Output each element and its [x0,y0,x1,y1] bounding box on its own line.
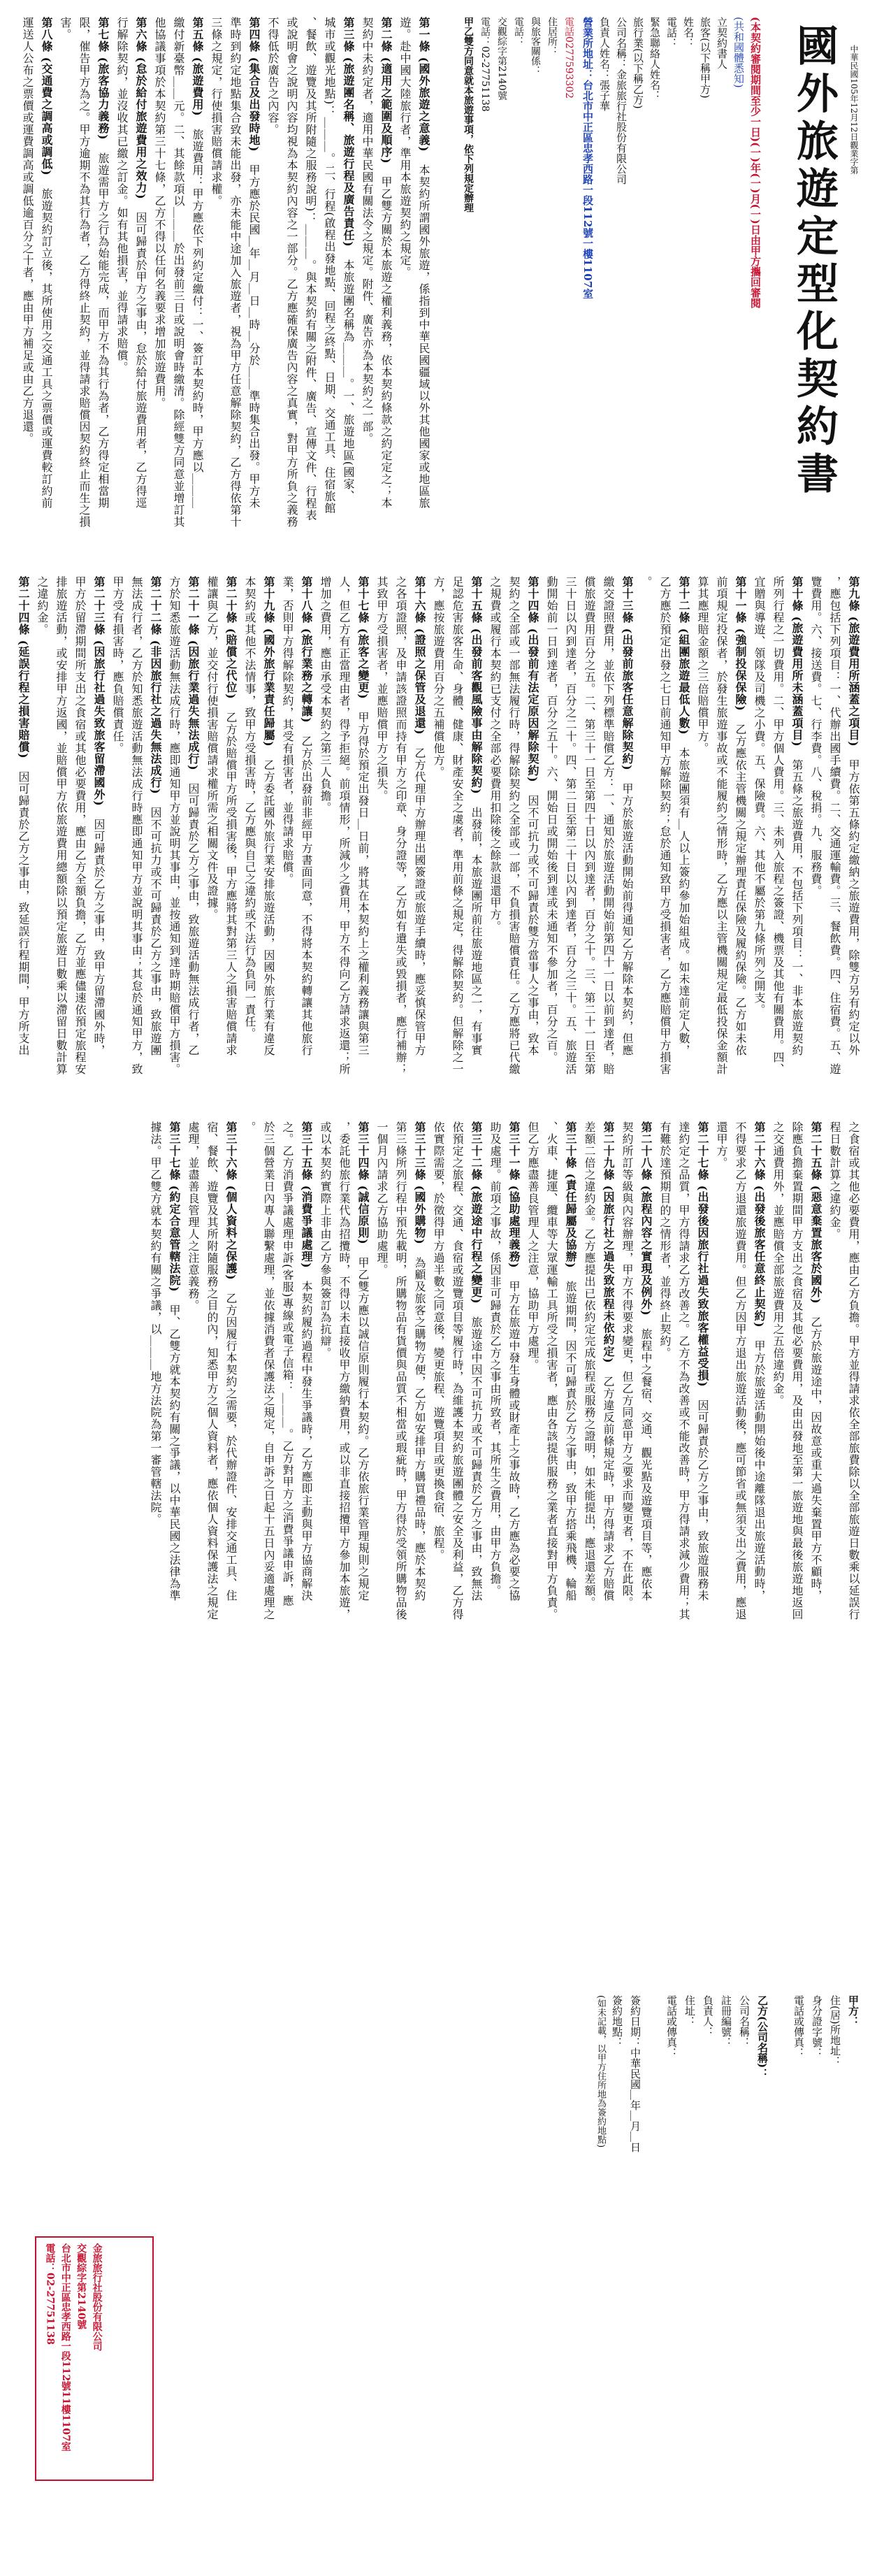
article-column [335,1121,354,1639]
stamp-line: 台北市中正區忠孝西路一段112號11樓1107室 [59,2243,71,2452]
article-body: 之各項證照，及申請該證照而持有甲方之印章、身分證等，乙方如有遺失或毀損者，應行補辦； [394,576,407,1075]
article-heading: 第二十一條 (因旅行業過失無法成行) [187,576,200,771]
article-heading: 第五條 (旅遊費用) [191,17,204,117]
article-body: 契約中未約定者，適用中華民國有關法令之規定。附件、廣告亦為本契約之一部。 [361,17,374,445]
article-column [750,576,769,1093]
article-body: 繳交證照費用，並依下列標準賠償乙方：一、通知於旅遊活動開始前第四十一日以前到達者，賠 [602,576,615,1075]
article-body: 行解除契約，並沒收其已繳之訂金。如有其他損害，並得請求賠償。 [115,17,129,373]
company-name: 公司名稱： [738,1995,751,2048]
article-body: 之。乙方消費爭議處理申訴(客服)專線或電子信箱：＿＿＿。乙方對甲方之消費爭議申訴，應 [281,1121,294,1607]
article-column [693,576,712,1093]
article-heading: 第十七條 (旅客之變更) [356,576,370,700]
article-body: 不得低於廣告之內容。 [266,17,280,136]
article-body: 甲方受有損害時，應負賠償責任。 [111,576,124,754]
article-column [108,576,127,1093]
article-body: 旅遊期間，因不可歸責於乙方之事由，致甲方搭乘飛機、輪船 [564,1268,577,1602]
article-column [391,576,410,1093]
article-column [222,1121,240,1639]
article-heading: 第十五條 (出發前客觀風險事由解除契約) [470,576,483,795]
article-heading: 第二十八條 (旅程內容之實現及例外) [639,1121,653,1316]
article-band [14,1667,863,1967]
article-body: 契約所訂等級與內容辦理，甲方不得要求變更，但乙方同意甲方之要求而變更者，不在此限。 [621,1121,634,1609]
license-label: 註冊編號： [720,1995,732,2048]
article-column [599,1121,618,1639]
article-heading: 第四條 (集合及出發時地) [247,17,261,152]
article-body: 助及處理。前項之事故，係因非可歸責於乙方之事由所致者，其所生之費用，由甲方負擔。 [488,1121,502,1597]
article-body: 契約之全部或一部無法履行時，得解除契約之全部或一部，不負損害賠償責任。乙方應將已代繳 [507,576,521,1075]
stamp-line: 交觀綜字第2140號 [75,2243,87,2329]
article-column [240,1121,259,1639]
article-column [844,576,863,1093]
article-body: 因可歸責於乙方之事由，致延誤行程期間，甲方所支出 [17,758,30,1056]
article-column [226,17,245,548]
article-heading: 第二條 (適用之範圍及順序) [379,17,393,164]
article-column [372,1121,391,1639]
article-column [245,17,263,548]
article-heading: 第三十五條 (消費爭議處理) [300,1121,313,1269]
contract-page [14,17,863,2561]
article-column [505,576,523,1093]
article-column [769,576,788,1093]
article-body: 因可歸責於乙方之事由，致旅遊服務未 [696,1387,709,1602]
article-column [169,17,188,548]
party-a-label: 甲方： [847,1995,860,2027]
article-body: 之食宿或其他必要費用，應由乙方負擔。甲方並得請求依全部旅費除以全部旅遊日數乘以延誤行 [847,1121,860,1620]
article-body: 。 [243,1121,256,1133]
article-body: 差額二倍之違約金。乙方應提出已依約定完成旅程或服務之證明，如未能提出，應退還差額。 [583,1121,596,1609]
agency-label: 旅行業(以下稱乙方) [632,17,644,109]
article-column [165,576,184,1093]
article-column [844,1121,863,1639]
article-body: 繳付新臺幣＿＿元。二、其餘款項以＿＿＿於出發前三日或說明會時繳清。除經雙方同意並增訂其 [172,17,185,528]
article-column [127,576,146,1093]
article-body: 或說明會之說明內容均視為本契約內容之一部分。乙方應確保廣告內容之真實，對甲方所負之義務 [285,17,298,528]
article-heading: 第十三條 (出發前旅客任意解除契約) [621,576,634,771]
article-column [467,1121,486,1639]
article-column [18,17,37,548]
article-column [75,17,94,548]
article-heading: 第三十四條 (誠信原則) [356,1121,370,1245]
article-column [769,1121,788,1639]
article-column [429,576,448,1093]
article-column [750,1121,769,1639]
article-body: 但乙方應盡善良管理人之注意，協助甲方處理。 [526,1121,539,1371]
agency-address: 營業所地址：台北市中正區忠孝西路一段112號一樓1107室 [581,17,594,299]
owner-label: 負責人： [702,1995,714,2037]
article-body: 據法。甲乙雙方就本契約有關之爭議，以＿＿＿地方法院為第一審管轄法院。 [149,1121,162,1525]
article-column [263,17,282,548]
article-body: 足認危害旅客生命、身體、健康、財產安全之虞者，準用前條之規定，得解除契約。但解除之一 [451,576,464,1075]
stamp-line: 金旅旅行社股份有限公司 [91,2243,103,2351]
article-body: 依實際需要，於徵得甲方過半數之同意後，變更旅程、遊覽項目或更換食宿、旅程。 [432,1121,445,1561]
article-column [806,1121,825,1639]
emergency-label: 緊急聯絡人姓名： [648,17,661,101]
article-body: 乙方於出發前非經甲方書面同意，不得將本契約轉讓其他旅行 [300,723,313,1056]
article-column [396,17,414,548]
article-band [14,576,863,1093]
article-body: 甲乙雙方關於本旅遊之權利義務，依本契約條款之約定定之；本 [379,164,393,509]
article-body: 之交通費用外，並應賠償全部旅遊費用之五倍違約金。 [771,1121,785,1406]
article-body: 除應負擔棄置期間甲方支出之食宿及其他必要費用，及由出發地至第一旅遊地與最後旅遊地返回 [790,1121,804,1620]
name-label: 姓名： [682,17,695,48]
article-column [693,1121,712,1639]
article-column [320,17,339,548]
article-body: 有難於達預期目的之情形者，並得終止契約。 [658,1121,672,1359]
agency-phone: 電話：02-27751138 [479,17,491,112]
article-heading: 第九條 (旅遊費用所涵蓋之項目) [847,576,860,747]
article-column [222,576,240,1093]
article-body: 甲方於旅遊活動開始後中途離隊退出旅遊活動時， [753,1327,766,1602]
article-column [523,1121,542,1639]
article-heading: 第二十條 (賠償之代位) [224,576,238,700]
article-body: 本契約履約過程中發生爭議時，乙方應即主動與甲方協商解決 [300,1268,313,1602]
article-body: 。 [639,576,653,588]
article-column [561,1121,580,1639]
article-column [203,576,222,1093]
article-body: 城市或觀光地點)：＿＿＿。二、行程(啟程出發地點、回程之終點、日期、交通工具、住宿旅館 [323,17,336,515]
article-column [618,1121,637,1639]
article-column [788,1121,806,1639]
notice-red-phone: 電話0277593302 [563,17,574,99]
article-column [297,1121,316,1639]
article-column [580,576,599,1093]
agency-company: 公司名稱：金旅旅行社股份有限公司 [615,17,628,185]
article-heading: 第十條 (旅遊費用所未涵蓋項目) [790,576,804,747]
article-body: 三條之規定，行使損害賠償請求權。 [210,17,223,207]
article-column [52,576,71,1093]
article-column [297,576,316,1093]
article-column [146,1121,165,1639]
article-body: 宿、餐飲、遊覽及其所附隨服務之目的內，知悉甲方之個人資料者，應依個人資料保護法之規定 [205,1121,219,1620]
article-column [150,17,169,548]
article-body: 之違約金。 [36,576,49,635]
article-column [448,576,467,1093]
party-a-id: 身分證字號： [811,1995,823,2058]
article-body: 為顧及旅客之購物方便，乙方如安排甲方購買禮品時，應於本契約 [413,1244,426,1602]
article-heading: 第二十三條 (因旅行社過失致旅客留滯國外) [92,576,106,807]
article-body: 權讓與乙方，並交付行使損害賠償請求權所需之相關文件及證據。 [205,576,219,921]
article-body: 所列行程之一切費用。二、甲方個人費用。三、未列入旅程之簽證、機票及其他有關費用。四、 [771,576,785,1075]
article-body: 旅遊費用：甲方應依下列約定繳付：一、簽訂本契約時，甲方應以＿＿＿ [191,116,204,509]
article-body: 、火車、捷運、纜車等大眾運輸工具所受之損害者，應由各該提供服務之業者直接對甲方負責。 [545,1121,558,1620]
article-body: 準時到約定地點集合致未能出發，亦未能中途加入旅遊者，視為甲方任意解除契約，乙方得依第十 [229,17,242,528]
article-column [358,17,377,548]
signing-date: 簽約日期：中華民國＿年＿月＿日 [629,1995,642,2152]
article-column [113,17,131,548]
article-body: 人，但乙方有正當理由者，得予拒絕。前項情形，所減少之費用，甲方不得向乙方請求返還；所 [338,576,351,1075]
article-column [301,17,320,548]
article-body: 第五條之旅遊費用，不包括下列項目：一、非本旅遊契約 [790,747,804,1056]
article-heading: 第十六條 (證照之保管及退還) [413,576,426,735]
article-column [56,17,75,548]
article-column [731,576,750,1093]
article-column [391,1121,410,1639]
article-heading: 第七條 (旅客協力義務) [96,17,110,141]
agency-license: 交觀綜字第2140號 [496,17,507,101]
article-body: 乙方應於預定出發之七日前通知甲方解除契約；怠於通知致甲方受損害者，乙方應賠償甲方損害 [658,576,672,1075]
article-column [316,576,335,1093]
article-column [146,576,165,1093]
article-body: 甲方依第五條約定繳納之旅遊費用，除雙方另有約定以外 [847,747,860,1056]
article-column [259,576,278,1093]
article-column [94,17,113,548]
article-body: 甲乙雙方應以誠信原則履行本契約。乙方依旅行業管理規則之規定 [356,1244,370,1602]
article-heading: 第三條 (旅遊團名稱、旅遊行程及廣告責任) [342,17,355,247]
article-column [580,1121,599,1639]
article-column [207,17,226,548]
article-body: 或以本契約實際上非由乙方參與簽訂為抗辯。 [319,1121,332,1359]
article-body: 方於知悉旅遊活動無法成行時，應即通知甲方並說明其事由，並按通知到達時期賠償甲方損害。 [168,576,181,1075]
article-column [655,576,674,1093]
article-body: 害。 [59,17,72,41]
article-column [203,1121,222,1639]
article-heading: 第二十六條 (出發後旅客任意終止契約) [753,1121,766,1328]
article-heading: 第三十條 (責任歸屬及協辦) [564,1121,577,1269]
article-body: 因不可抗力或不可歸責於乙方之事由，致旅遊團 [149,794,162,1056]
article-body: 甲方應於民國＿年＿月＿日＿時＿分於＿＿準時集合出發。甲方未 [247,152,261,509]
article-column [414,17,433,548]
article-column [561,576,580,1093]
article-heading: 第三十二條 (旅遊途中行程之變更) [470,1121,483,1304]
article-heading: 第十九條 (國外旅行業責任歸屬) [262,576,275,747]
article-column [637,576,655,1093]
article-body: 甲方於留滯期間所支出之食宿或其他必要費用，應由乙方全額負擔，乙方並應儘速依預定旅程安 [73,576,87,1075]
article-heading: 第十四條 (出發前有法定原因解除契約) [526,576,539,783]
notice-red: (本契約審閱期間至少一日)(一)年(一)月(一)日由甲方攜回審閱 [749,17,762,308]
customer-name: 旅客(以下稱甲方) [699,17,711,99]
article-heading: 第一條 (國外旅遊之意義) [417,17,430,152]
article-body: 動開始前一日到達者，百分之五十。六、開始日或開始後到達或未通知不參加者，百分之百。 [545,576,558,1063]
article-column [33,576,52,1093]
article-column [788,576,806,1093]
article-column [278,1121,297,1639]
party-a-phone: 電話或傳真： [792,1995,805,2058]
article-column [259,1121,278,1639]
article-body: 甲方得於預定出發日＿日前，將其在本契約上之權利義務讓與第三 [356,699,370,1056]
article-body: 乙方應依主管機關之規定辦理責任保險及履約保險。乙方如未依 [734,711,747,1056]
article-body: 本契約或其他不法情事，致甲方受損害時，乙方應與自己之違約或不法行為負同一責任。 [243,576,256,1039]
article-heading: 第二十五條 (惡意棄置旅客於國外) [809,1121,822,1304]
article-column [37,17,56,548]
article-column [165,1121,184,1639]
article-body: 於三個營業日內專人聯繫處理，並依據消費者保護法之規定，自申訴之日起十五日內妥適處理之 [262,1121,275,1620]
article-body: 處理，並盡善良管理人之注意義務。 [187,1121,200,1311]
article-heading: 第二十二條 (非因旅行社之過失無法成行) [149,576,162,795]
article-column [410,1121,429,1639]
article-column [712,1121,731,1639]
article-column [184,1121,203,1639]
article-column [377,17,396,548]
notice-blue: (共和國體悉知) [732,17,745,88]
article-column [240,576,259,1093]
article-body: 程日數計算之違約金。 [828,1121,841,1240]
article-body: 乙方代理甲方辦理出國簽證或旅遊手續時，應妥慎保管甲方 [413,735,426,1056]
article-body: 依預定之旅程、交通、食宿或遊覽項目等履行時，為維護本契約旅遊團體之安全及利益，乙方得 [451,1121,464,1620]
article-body: 因可歸責於乙方之事由，致旅遊活動無法成行者，乙 [187,770,200,1056]
article-heading: 第十一條 (強制投保保險) [734,576,747,712]
article-body: 限，催告甲方為之。甲方逾期不為其行為者，乙方得終止契約，並得請求賠償因契約終止而生之損 [78,17,91,528]
article-body: 償旅遊費用百分之五。二、第三十一日至第四十日以內到達者，百分之十。三、第二十一日至第 [583,576,596,1075]
signing-footnote: (如未記載，以甲方住所地為簽約地點) [595,1995,606,2148]
article-body: 旅遊契約訂立後，其所使用之交通工具之票價或運費較訂約前 [40,175,53,509]
article-body: 其致甲方受損害者，並應賠償甲方之損失。 [375,576,389,802]
article-column [71,576,89,1093]
signing-place: 簽約地點： [611,1995,623,2048]
article-heading: 第三十三條 (國外購物) [413,1121,426,1245]
article-column [825,1121,844,1639]
article-body: 旅程中之餐宿、交通、觀光點及遊覽項目等，應依本 [639,1316,653,1602]
article-column [655,1121,674,1639]
article-body: 因不可抗力或不可歸責於雙方當事人之事由，致本 [526,782,539,1056]
article-column [542,576,561,1093]
article-body: 之規費或履行本契約已支付之全部必要費用扣除後之餘款退還甲方。 [488,576,502,933]
article-body: 覽費用。六、接送費。七、行李費。八、稅捐。九、服務費。 [809,576,822,897]
article-column [339,17,358,548]
article-body: 還甲方。 [715,1121,728,1169]
article-body: 因可歸責於甲方之事由，怠於給付旅遊費用者，乙方得逕 [134,199,147,509]
article-column [354,1121,372,1639]
relation-label: 與旅客關係： [530,17,541,75]
party-b-label: 乙方(公司名稱)： [756,1995,769,2079]
article-body: 甲、乙雙方就本契約有關之爭議，以中華民國之法律為準 [168,1292,181,1602]
article-heading: 第六條 (怠於給付旅遊費用之效力) [134,17,147,200]
customer-label: 立契約書人 [716,17,728,69]
article-column [188,17,207,548]
article-body: 增加之費用，應由承受本契約之第三人負擔。 [319,576,332,814]
revision-note: 中華民國105年12月12日觀業字第 [849,45,859,175]
article-heading: 第二十七條 (出發後因旅行社過失致旅客權益受損) [696,1121,709,1388]
article-body: 前項規定投保者，於發生旅遊事故或不能履約之情形時，乙方應以主管機關規定最低投保金額計 [715,576,728,1075]
article-body: ，委託他旅行業代為招攬時，不得以未直接收甲方繳納費用，或以非直接招攬甲方參加本旅遊， [338,1121,351,1620]
article-column [410,576,429,1093]
article-body: 本契約所謂國外旅遊，係指到中華民國疆域以外其他國家或地區旅 [417,152,430,509]
article-column [278,576,297,1093]
article-body: 甲方在旅遊中發生身體或財產上之事故時，乙方應為必要之協 [507,1268,521,1602]
article-column [825,576,844,1093]
article-column [674,1121,693,1639]
article-column [542,1121,561,1639]
article-heading: 第三十一條 (協助處理義務) [507,1121,521,1269]
article-body: ，應包括下列項目：一、代辦出國手續費。二、交通運輸費。三、餐飲費。四、住宿費。五、遊 [828,576,841,1075]
article-column [282,17,301,548]
article-body: 他協議事項於本契約第三十七條，乙方不得以任何名義要求增加旅遊費用。 [153,17,166,409]
article-body: 甲方於旅遊活動開始前得通知乙方解除本契約，但應 [621,770,634,1056]
article-band [14,1121,863,1639]
emergency-phone-label: 電話： [513,17,524,46]
stamp-text [36,2238,110,2468]
article-body: 本旅遊團名稱為＿＿＿。一、旅遊地區(國家、 [342,247,355,502]
article-column [448,1121,467,1639]
article-column [599,576,618,1093]
article-heading: 第二十四條 (延誤行程之損害賠償) [17,576,30,759]
phone-label: 電話： [665,17,678,48]
article-body: 、餐飲、遊覽及其所附隨之服務說明)：＿＿＿。與本契約有關之附件、廣告、宣傳文件、行程表 [304,17,317,521]
article-band [14,17,863,548]
agency-phone-label: 電話或傳真： [665,1995,678,2058]
article-body: 第三條所列行程中預先載明，所購物品有貨價與品質不相當或瑕疵時，甲方得於受領所購物品後 [394,1121,407,1620]
article-body: 乙方於賠償甲方所受損害後，甲方應將其對第三人之損害賠償請求 [224,699,238,1056]
signature-block [472,1995,863,2526]
article-column [618,576,637,1093]
article-column [354,576,372,1093]
article-column [335,576,354,1093]
article-column [637,1121,655,1639]
article-column [14,576,33,1093]
article-body: 旅遊需甲方之行為始能完成，而甲方不為其行為者，乙方得定相當期 [96,140,110,509]
article-body: 因可歸責於乙方之事由，致甲方留滯國外時， [92,806,106,1056]
article-heading: 第三十六條 (個人資料之保護) [224,1121,238,1281]
article-column [89,576,108,1093]
article-column [467,576,486,1093]
article-body: 方，應按旅遊費用百分之五補償他方。 [432,576,445,778]
article-heading: 第十八條 (旅行業務之轉讓) [300,576,313,724]
party-a-address: 住(居)所地址： [829,1995,841,2066]
article-body: 宜贈與導遊、領隊及司機之小費。五、保險費。六、其他不屬於第九條所列之開支。 [753,576,766,1016]
article-column [806,576,825,1093]
article-column [486,576,505,1093]
article-body: 乙方違反前條規定時，甲方得請求乙方賠償 [602,1363,615,1602]
article-body: 算其應理賠金額之三倍賠償甲方。 [696,576,709,754]
article-body: 排旅遊活動，或安排甲方返國，並賠償甲方依旅遊費用總額除以預定旅遊日數乘以滯留日數計算 [55,576,68,1075]
company-stamp [35,2236,154,2481]
article-column [486,1121,505,1639]
article-body: 運送人公布之票價或運費調高或調低逾百分之十者，應由甲方補足或由乙方退還。 [21,17,34,445]
article-body: 乙方於旅遊途中，因故意或重大過失棄置甲方不顧時， [809,1304,822,1602]
article-heading: 第三十七條 (約定合意管轄法院) [168,1121,181,1293]
article-heading: 第十二條 (組團旅遊最低人數) [677,576,690,735]
article-column [674,576,693,1093]
article-column [131,17,150,548]
article-body: 一個月內請求乙方協助處理。 [375,1121,389,1276]
agreement-line: 甲乙雙方同意就本旅遊事項，依下列規定辦理 [463,17,474,213]
article-column [429,1121,448,1639]
address-label: 住居所： [546,17,558,56]
article-body: 出發前，本旅遊團所前往旅遊地區之一，有事實 [470,794,483,1056]
article-column [505,1121,523,1639]
article-column [372,576,391,1093]
article-column [731,1121,750,1639]
article-heading: 第二十九條 (因旅行社之過失致旅程未依約定) [602,1121,615,1364]
article-body: 業，否則甲方得解除契約，其受有損害者，並得請求賠償。 [281,576,294,885]
article-heading: 第八條 (交通費之調高或調低) [40,17,53,176]
stamp-line: 電話：02-27751138 [44,2243,56,2345]
article-column [523,576,542,1093]
page-title: 國外旅遊定型化契約書 [790,24,839,499]
article-body: 三十日以內到達者，百分之二十。四、第二日至第二十日以內到達者，百分之三十。五、旅遊活 [564,576,577,1075]
article-column [712,576,731,1093]
article-body: 旅遊途中因不可抗力或不可歸責於乙方之事由，致無法 [470,1304,483,1602]
article-column [316,1121,335,1639]
article-body: 本旅遊團須有＿人以上簽約參加始組成。如未達前定人數， [677,735,690,1056]
article-body: 乙方委託國外旅行業安排旅遊活動，因國外旅行業有違反 [262,747,275,1056]
article-body: 遊。赴中國大陸旅行者，準用本旅遊契約之規定。 [398,17,412,278]
article-column [184,576,203,1093]
article-body: 乙方因履行本契約之需要，於代辦證件、安排交通工具、住 [224,1280,238,1602]
agency-address-label: 住址： [683,1995,696,2027]
agency-owner: 負責人姓名：張子華 [598,17,611,111]
article-body: 無法成行者，乙方於知悉旅遊活動無法成行時應即通知甲方並說明其事由；其怠於通知甲方，致 [130,576,143,1075]
article-body: 不得要求乙方退還旅遊費用。但乙方因甲方退出旅遊活動後，應可節省或無須支出之費用，應退 [734,1121,747,1620]
article-body: 達約定之品質，甲方得請求乙方改善之。乙方不為改善或不能改善時，甲方得請求減少費用；其 [677,1121,690,1620]
